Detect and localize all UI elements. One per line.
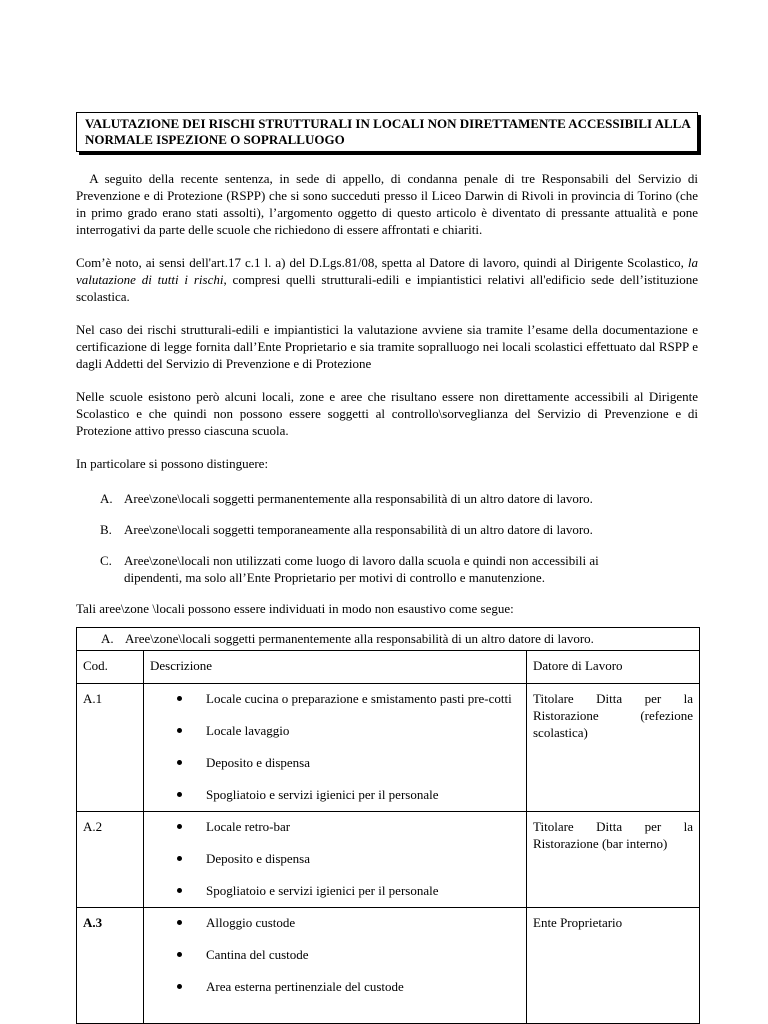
bullet-icon [177, 984, 182, 989]
row-desc [144, 812, 527, 908]
list-item [144, 914, 526, 931]
row-desc [144, 908, 527, 1024]
list-item-text: Aree\zone\locali non utilizzati come luogo di lavoro dalla scuola e quindi non accessibili ai dipendenti, ma solo all’Ente Proprietario per motivi di controllo e manutenzione. [124, 553, 599, 585]
header-cod: Cod. [77, 651, 144, 684]
paragraph-intro [76, 170, 698, 238]
row-datore: Titolare Ditta per la Ristorazione (refezione scolastica) [527, 684, 700, 812]
desc-item-text: Deposito e dispensa [206, 755, 310, 770]
document-title: VALUTAZIONE DEI RISCHI STRUTTURALI IN LOCALI NON DIRETTAMENTE ACCESSIBILI ALLA NORMALE ISPEZIONE O SOPRALLUOGO [76, 112, 698, 152]
row-desc [144, 684, 527, 812]
list-item-text: Aree\zone\locali soggetti temporaneamente alla responsabilità di un altro datore di lavoro. [124, 522, 593, 537]
desc-item-text: Locale retro-bar [206, 819, 291, 834]
list-item [144, 786, 526, 803]
list-item [100, 552, 660, 586]
list-item [144, 946, 526, 963]
desc-item-text: Deposito e dispensa [206, 851, 310, 866]
list-item-label: C. [100, 553, 112, 568]
table-row [77, 908, 700, 1024]
list-item [144, 754, 526, 771]
list-item [144, 690, 526, 707]
bullet-icon [177, 952, 182, 957]
bullet-icon [177, 696, 182, 701]
list-item-label: B. [100, 522, 112, 537]
list-item [144, 978, 526, 995]
table-row [77, 684, 700, 812]
row-datore: Titolare Ditta per la Ristorazione (bar interno) [527, 812, 700, 908]
paragraph-inaccessible: Nelle scuole esistono però alcuni locali, zone e aree che risultano essere non direttamente accessibili al Dirigente Scolastico e che quindi non possono essere soggetti al controllo\sorveglianza del Servizio di Prevenzione e di Protezione attivo presso ciascuna scuola. [76, 389, 698, 438]
list-item [144, 722, 526, 739]
table-section-cell [77, 628, 700, 651]
desc-item-text: Area esterna pertinenziale del custode [206, 979, 404, 994]
row-cod: A.1 [77, 684, 144, 812]
header-datore: Datore di Lavoro [527, 651, 700, 684]
desc-item-text: Cantina del custode [206, 947, 309, 962]
list-item-label: A. [100, 491, 113, 506]
list-item [100, 521, 660, 538]
desc-item-text: Spogliatoio e servizi igienici per il personale [206, 883, 439, 898]
paragraph-areas: Tali aree\zone \locali possono essere individuati in modo non esaustivo come segue: [76, 601, 514, 616]
table-section-row [77, 628, 700, 651]
paragraph-legal-before: Com’è noto, ai sensi dell'art.17 c.1 l. a) del D.Lgs.81/08, spetta al Datore di lavoro, quindi al Dirigente Scolastico, [76, 255, 688, 270]
desc-item-text: Alloggio custode [206, 915, 296, 930]
list-item [100, 490, 660, 507]
bullet-icon [177, 824, 182, 829]
row-datore: Ente Proprietario [527, 908, 700, 1024]
bullet-icon [177, 792, 182, 797]
paragraph-legal [76, 254, 698, 305]
paragraph-intro-text: A seguito della recente sentenza, in sede di appello, di condanna penale di tre Responsabili del Servizio di Prevenzione e di Protezione (RSPP) che si sono succeduti presso il Liceo Darwin di Rivoli in provincia di Torino (che in primo grado erano stati assolti), l’argomento oggetto di questo articolo è diventato di pressante attualità e pone interrogativi da parte delle scuole che richiedono di essere affrontati e chiariti. [76, 171, 698, 237]
list-item [144, 850, 526, 867]
list-item [144, 818, 526, 835]
paragraph-legal-italic: la valutazione di tutti i rischi [76, 255, 698, 287]
paragraph-distinguish: In particolare si possono distinguere: [76, 456, 269, 471]
table-section-label: A. [101, 631, 114, 646]
bullet-icon [177, 888, 182, 893]
row-cod: A.3 [77, 908, 144, 1024]
table-header-row [77, 651, 700, 684]
desc-item-text: Locale cucina o preparazione e smistamento pasti pre-cotti [206, 691, 512, 706]
desc-item-text: Locale lavaggio [206, 723, 290, 738]
table-section-title: Aree\zone\locali soggetti permanentemente alla responsabilità di un altro datore di lavoro. [125, 631, 594, 646]
areas-table [76, 627, 700, 1024]
row-cod: A.2 [77, 812, 144, 908]
bullet-icon [177, 728, 182, 733]
table-row [77, 812, 700, 908]
header-desc: Descrizione [144, 651, 527, 684]
category-list [100, 490, 660, 586]
paragraph-legal-after: , compresi quelli strutturali-edili e impiantistici relativi all'edificio sede dell’istituzione scolastica. [76, 272, 698, 304]
list-item [144, 882, 526, 899]
bullet-icon [177, 760, 182, 765]
bullet-icon [177, 856, 182, 861]
list-item-text: Aree\zone\locali soggetti permanentemente alla responsabilità di un altro datore di lavoro. [124, 491, 593, 506]
desc-item-text: Spogliatoio e servizi igienici per il personale [206, 787, 439, 802]
paragraph-structural: Nel caso dei rischi strutturali-edili e impiantistici la valutazione avviene sia tramite l’esame della documentazione e certificazione di legge fornita dall’Ente Proprietario e sia tramite sopralluogo nei locali scolastici effettuato dal RSPP e dagli Addetti del Servizio di Prevenzione e di Protezione [76, 322, 698, 371]
bullet-icon [177, 920, 182, 925]
document-page [76, 112, 698, 1024]
